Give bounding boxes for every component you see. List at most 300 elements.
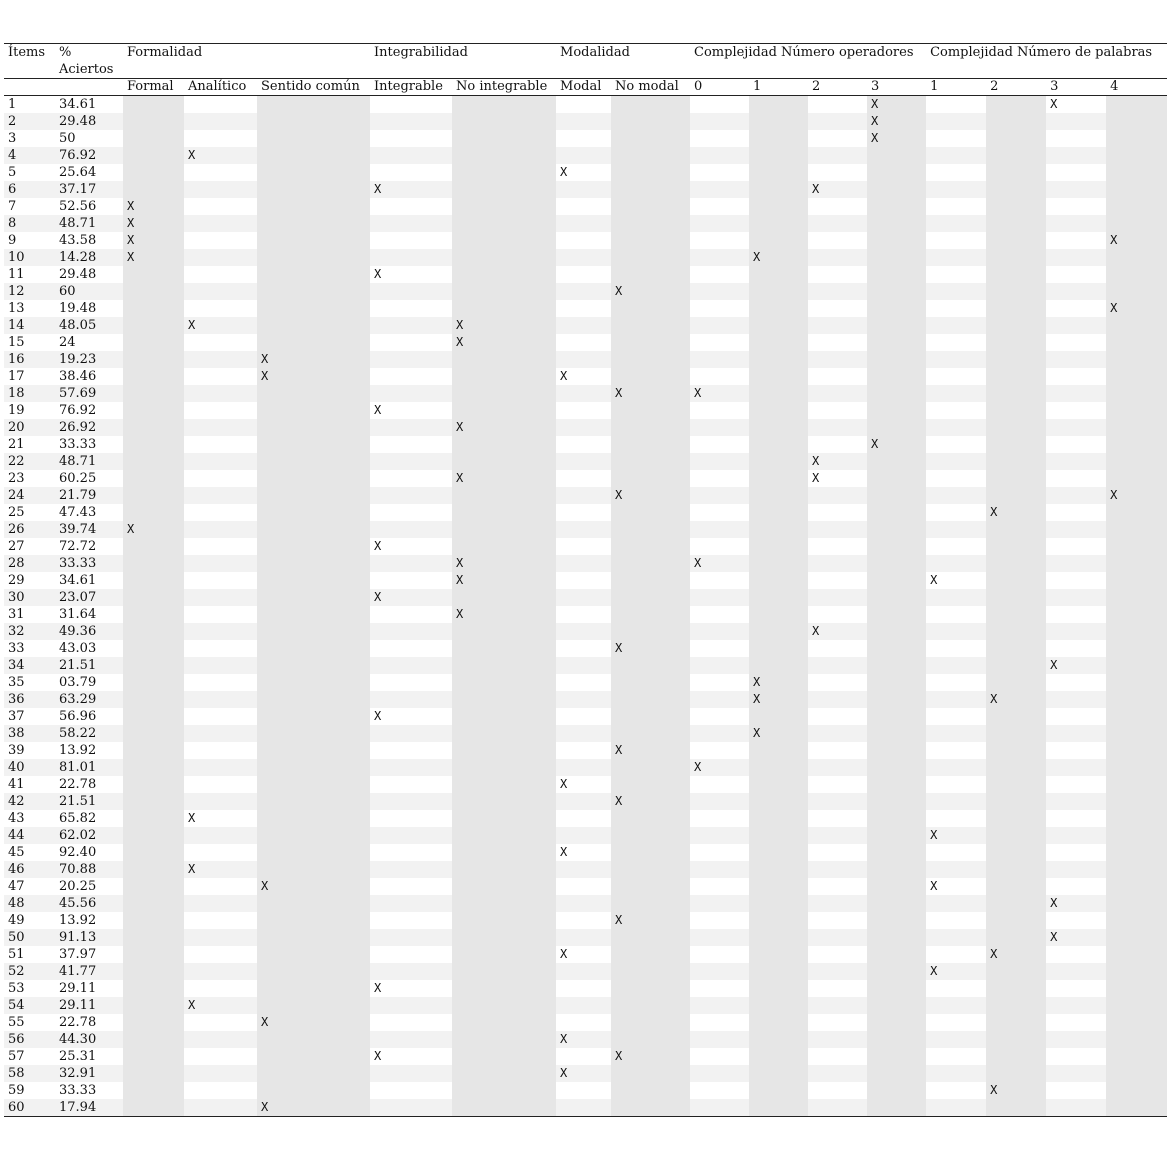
empty-cell: [452, 708, 556, 725]
x-mark: X: [452, 572, 556, 589]
empty-cell: [749, 793, 808, 810]
empty-cell: [986, 980, 1046, 997]
empty-cell: [926, 215, 986, 232]
x-mark: X: [257, 878, 370, 895]
empty-cell: [370, 555, 452, 572]
aciertos-value: 48.71: [55, 453, 123, 470]
empty-cell: [257, 317, 370, 334]
table-row: [4, 572, 1167, 589]
empty-cell: [1106, 980, 1167, 997]
empty-cell: [749, 300, 808, 317]
empty-cell: [611, 351, 690, 368]
empty-cell: [1046, 844, 1106, 861]
empty-cell: [611, 1031, 690, 1048]
empty-cell: [1046, 912, 1106, 929]
header-items: Ítems: [4, 44, 55, 79]
x-mark: X: [257, 351, 370, 368]
empty-cell: [1046, 283, 1106, 300]
table-row: [4, 453, 1167, 470]
table-row: [4, 657, 1167, 674]
empty-cell: [749, 759, 808, 776]
empty-cell: [123, 776, 184, 793]
empty-cell: [370, 385, 452, 402]
subheader-12: 2: [986, 79, 1046, 96]
empty-cell: [452, 657, 556, 674]
empty-cell: [370, 725, 452, 742]
empty-cell: [986, 164, 1046, 181]
aciertos-value: 41.77: [55, 963, 123, 980]
empty-cell: [123, 810, 184, 827]
empty-cell: [808, 232, 867, 249]
subheader-7: 0: [690, 79, 749, 96]
empty-cell: [184, 1031, 257, 1048]
empty-cell: [452, 640, 556, 657]
table-row: [4, 674, 1167, 691]
empty-cell: [184, 215, 257, 232]
aciertos-value: 60.25: [59, 471, 97, 486]
empty-cell: [184, 1065, 257, 1082]
empty-cell: [986, 674, 1046, 691]
empty-cell: [1046, 453, 1106, 470]
item-number: 13: [8, 301, 25, 316]
empty-cell: [1106, 572, 1167, 589]
empty-cell: [1106, 691, 1167, 708]
aciertos-value: 63.29: [55, 691, 123, 708]
empty-cell: [749, 96, 808, 114]
empty-cell: [749, 912, 808, 929]
item-number: 27: [8, 539, 25, 554]
empty-cell: [986, 708, 1046, 725]
empty-cell: [611, 147, 690, 164]
empty-cell: [690, 334, 749, 351]
empty-cell: [926, 453, 986, 470]
empty-cell: [611, 419, 690, 436]
empty-cell: [690, 946, 749, 963]
empty-cell: [986, 861, 1046, 878]
empty-cell: [370, 300, 452, 317]
empty-cell: [1046, 674, 1106, 691]
empty-cell: [690, 997, 749, 1014]
empty-cell: [257, 283, 370, 300]
empty-cell: [926, 691, 986, 708]
empty-cell: [257, 249, 370, 266]
empty-cell: [808, 946, 867, 963]
empty-cell: [1106, 657, 1167, 674]
table-row: [4, 538, 1167, 555]
empty-cell: [749, 181, 808, 198]
empty-cell: [690, 538, 749, 555]
empty-cell: [926, 351, 986, 368]
empty-cell: [808, 436, 867, 453]
item-number: 52: [4, 963, 55, 980]
empty-cell: [926, 929, 986, 946]
empty-cell: [926, 283, 986, 300]
empty-cell: [184, 504, 257, 521]
aciertos-value: 72.72: [59, 539, 97, 554]
empty-cell: [1106, 436, 1167, 453]
empty-cell: [867, 1031, 926, 1048]
item-number: 29: [8, 573, 25, 588]
empty-cell: [749, 147, 808, 164]
subheader-4: No integrable: [452, 79, 556, 96]
item-number: 43: [8, 811, 25, 826]
empty-cell: [452, 249, 556, 266]
empty-cell: [808, 708, 867, 725]
table-row: [4, 946, 1167, 963]
empty-cell: [257, 402, 370, 419]
empty-cell: [123, 572, 184, 589]
x-mark: X: [1046, 895, 1106, 912]
empty-cell: [986, 130, 1046, 147]
empty-cell: [926, 1082, 986, 1099]
empty-cell: [184, 827, 257, 844]
empty-cell: [611, 810, 690, 827]
table-row: [4, 1065, 1167, 1082]
empty-cell: [257, 504, 370, 521]
empty-cell: [749, 1048, 808, 1065]
aciertos-value: 29.48: [59, 267, 97, 282]
table-row: [4, 827, 1167, 844]
empty-cell: [452, 725, 556, 742]
empty-cell: [452, 997, 556, 1014]
x-mark: X: [926, 827, 986, 844]
item-number: 31: [8, 607, 25, 622]
empty-cell: [611, 402, 690, 419]
empty-cell: [1046, 130, 1106, 147]
empty-cell: [808, 249, 867, 266]
empty-cell: [867, 674, 926, 691]
x-mark: X: [257, 368, 370, 385]
empty-cell: [1106, 997, 1167, 1014]
aciertos-value: 34.61: [59, 573, 97, 588]
empty-cell: [611, 317, 690, 334]
item-number: 54: [4, 997, 55, 1014]
item-number: 33: [8, 641, 25, 656]
empty-cell: [184, 980, 257, 997]
empty-cell: [556, 436, 611, 453]
empty-cell: [556, 317, 611, 334]
empty-cell: [611, 997, 690, 1014]
empty-cell: [690, 470, 749, 487]
empty-cell: [926, 606, 986, 623]
aciertos-value: 37.97: [59, 947, 97, 962]
aciertos-value: 43.03: [59, 641, 97, 656]
empty-cell: [184, 487, 257, 504]
empty-cell: [749, 606, 808, 623]
empty-cell: [1106, 368, 1167, 385]
empty-cell: [556, 555, 611, 572]
empty-cell: [452, 521, 556, 538]
empty-cell: [556, 963, 611, 980]
empty-cell: [257, 521, 370, 538]
empty-cell: [123, 351, 184, 368]
table-row: [4, 759, 1167, 776]
empty-cell: [184, 640, 257, 657]
empty-cell: [184, 181, 257, 198]
empty-cell: [257, 997, 370, 1014]
empty-cell: [749, 215, 808, 232]
empty-cell: [257, 1048, 370, 1065]
x-mark: X: [611, 1048, 690, 1065]
empty-cell: [611, 878, 690, 895]
empty-cell: [690, 844, 749, 861]
empty-cell: [986, 759, 1046, 776]
empty-cell: [867, 929, 926, 946]
x-mark: X: [749, 249, 808, 266]
empty-cell: [926, 249, 986, 266]
empty-cell: [986, 640, 1046, 657]
empty-cell: [452, 844, 556, 861]
empty-cell: [257, 300, 370, 317]
empty-cell: [611, 572, 690, 589]
empty-cell: [690, 929, 749, 946]
empty-cell: [611, 368, 690, 385]
empty-cell: [749, 487, 808, 504]
empty-cell: [257, 657, 370, 674]
aciertos-value: 92.40: [59, 845, 97, 860]
empty-cell: [370, 776, 452, 793]
empty-cell: [986, 895, 1046, 912]
empty-cell: [123, 963, 184, 980]
empty-cell: [370, 334, 452, 351]
x-mark: X: [452, 555, 556, 572]
table-row: [4, 198, 1167, 215]
empty-cell: [1046, 827, 1106, 844]
item-number: 38: [4, 725, 55, 742]
empty-cell: [867, 521, 926, 538]
empty-cell: [690, 1065, 749, 1082]
empty-cell: [257, 453, 370, 470]
aciertos-value: 19.48: [59, 301, 97, 316]
empty-cell: [370, 606, 452, 623]
empty-cell: [1106, 759, 1167, 776]
empty-cell: [867, 283, 926, 300]
empty-cell: [1106, 827, 1167, 844]
empty-cell: [1046, 606, 1106, 623]
x-mark: X: [930, 573, 938, 587]
table-row: [4, 283, 1167, 300]
aciertos-value: 43.58: [59, 233, 97, 248]
empty-cell: [986, 827, 1046, 844]
empty-cell: [257, 759, 370, 776]
empty-cell: [370, 929, 452, 946]
empty-cell: [370, 504, 452, 521]
empty-cell: [1046, 385, 1106, 402]
x-mark: X: [452, 419, 556, 436]
empty-cell: [808, 385, 867, 402]
aciertos-value: 31.64: [59, 607, 97, 622]
empty-cell: [1106, 215, 1167, 232]
empty-cell: [1106, 351, 1167, 368]
empty-cell: [556, 606, 611, 623]
empty-cell: [452, 402, 556, 419]
x-mark: X: [1046, 929, 1106, 946]
empty-cell: [1106, 606, 1167, 623]
empty-cell: [986, 181, 1046, 198]
empty-cell: [370, 232, 452, 249]
table-row: [4, 963, 1167, 980]
empty-cell: [749, 113, 808, 130]
empty-cell: [611, 113, 690, 130]
empty-cell: [749, 436, 808, 453]
empty-cell: [257, 810, 370, 827]
empty-cell: [257, 708, 370, 725]
table-row: [4, 1031, 1167, 1048]
item-number: 21: [8, 437, 25, 452]
empty-cell: [1046, 708, 1106, 725]
empty-cell: [370, 1099, 452, 1117]
empty-cell: [749, 810, 808, 827]
empty-cell: [867, 1014, 926, 1031]
empty-cell: [257, 266, 370, 283]
empty-cell: [452, 232, 556, 249]
empty-cell: [867, 589, 926, 606]
empty-cell: [123, 793, 184, 810]
empty-cell: [123, 606, 184, 623]
empty-cell: [611, 538, 690, 555]
empty-cell: [123, 283, 184, 300]
empty-cell: [184, 385, 257, 402]
empty-cell: [867, 487, 926, 504]
aciertos-value: 13.92: [59, 913, 97, 928]
empty-cell: [690, 1014, 749, 1031]
empty-cell: [611, 470, 690, 487]
empty-cell: [556, 691, 611, 708]
header-modalidad: Modalidad: [556, 44, 690, 79]
empty-cell: [184, 895, 257, 912]
empty-cell: [370, 1082, 452, 1099]
empty-cell: [867, 912, 926, 929]
empty-cell: [611, 164, 690, 181]
empty-cell: [926, 895, 986, 912]
empty-cell: [867, 1065, 926, 1082]
empty-cell: [1046, 946, 1106, 963]
empty-cell: [611, 844, 690, 861]
empty-cell: [370, 419, 452, 436]
empty-cell: [749, 1082, 808, 1099]
empty-cell: [1046, 1099, 1106, 1117]
empty-cell: [184, 606, 257, 623]
empty-cell: [452, 113, 556, 130]
empty-cell: [867, 963, 926, 980]
aciertos-value: 17.94: [55, 1099, 123, 1117]
empty-cell: [1046, 368, 1106, 385]
empty-cell: [926, 130, 986, 147]
item-number: 1: [8, 97, 17, 112]
aciertos-value: 39.74: [55, 521, 123, 538]
empty-cell: [370, 1031, 452, 1048]
empty-cell: [556, 249, 611, 266]
item-number: 28: [4, 555, 55, 572]
aciertos-value: 21.79: [55, 487, 123, 504]
empty-cell: [257, 606, 370, 623]
empty-cell: [556, 708, 611, 725]
subheader-13: 3: [1046, 79, 1106, 96]
empty-cell: [986, 657, 1046, 674]
empty-cell: [1046, 215, 1106, 232]
x-mark: X: [123, 232, 184, 249]
empty-cell: [556, 504, 611, 521]
table-row: [4, 895, 1167, 912]
empty-cell: [452, 266, 556, 283]
empty-cell: [690, 657, 749, 674]
empty-cell: [986, 470, 1046, 487]
empty-cell: [123, 181, 184, 198]
empty-cell: [556, 113, 611, 130]
empty-cell: [1046, 589, 1106, 606]
empty-cell: [452, 759, 556, 776]
item-number: 49: [8, 913, 25, 928]
item-number: 12: [4, 283, 55, 300]
empty-cell: [926, 980, 986, 997]
x-mark: X: [370, 181, 452, 198]
empty-cell: [257, 640, 370, 657]
empty-cell: [867, 300, 926, 317]
empty-cell: [611, 776, 690, 793]
empty-cell: [123, 402, 184, 419]
empty-cell: [926, 844, 986, 861]
empty-cell: [257, 181, 370, 198]
empty-cell: [257, 538, 370, 555]
empty-cell: [690, 113, 749, 130]
table-row: [4, 878, 1167, 895]
empty-cell: [370, 215, 452, 232]
x-mark: X: [930, 879, 938, 893]
empty-cell: [1046, 793, 1106, 810]
empty-cell: [611, 300, 690, 317]
empty-cell: [370, 283, 452, 300]
table-row: [4, 487, 1167, 504]
x-mark: X: [611, 385, 690, 402]
empty-cell: [1106, 181, 1167, 198]
empty-cell: [123, 1065, 184, 1082]
empty-cell: [867, 810, 926, 827]
empty-cell: [257, 487, 370, 504]
empty-cell: [611, 759, 690, 776]
empty-cell: [556, 657, 611, 674]
x-mark: X: [184, 317, 257, 334]
empty-cell: [370, 368, 452, 385]
empty-cell: [184, 657, 257, 674]
item-number: 19: [8, 403, 25, 418]
x-mark: X: [1106, 300, 1167, 317]
empty-cell: [452, 130, 556, 147]
empty-cell: [123, 657, 184, 674]
empty-cell: [1106, 589, 1167, 606]
empty-cell: [690, 980, 749, 997]
empty-cell: [452, 283, 556, 300]
empty-cell: [867, 759, 926, 776]
empty-cell: [1106, 674, 1167, 691]
x-mark: X: [690, 759, 749, 776]
table-row: [4, 232, 1167, 249]
subheader-8: 1: [749, 79, 808, 96]
x-mark: X: [184, 861, 257, 878]
aciertos-value: 26.92: [55, 419, 123, 436]
empty-cell: [867, 997, 926, 1014]
empty-cell: [611, 980, 690, 997]
empty-cell: [1106, 1065, 1167, 1082]
empty-cell: [749, 708, 808, 725]
empty-cell: [257, 385, 370, 402]
empty-cell: [1106, 198, 1167, 215]
empty-cell: [986, 334, 1046, 351]
table-row: [4, 861, 1167, 878]
empty-cell: [926, 419, 986, 436]
empty-cell: [1046, 538, 1106, 555]
empty-cell: [184, 572, 257, 589]
empty-cell: [1046, 555, 1106, 572]
